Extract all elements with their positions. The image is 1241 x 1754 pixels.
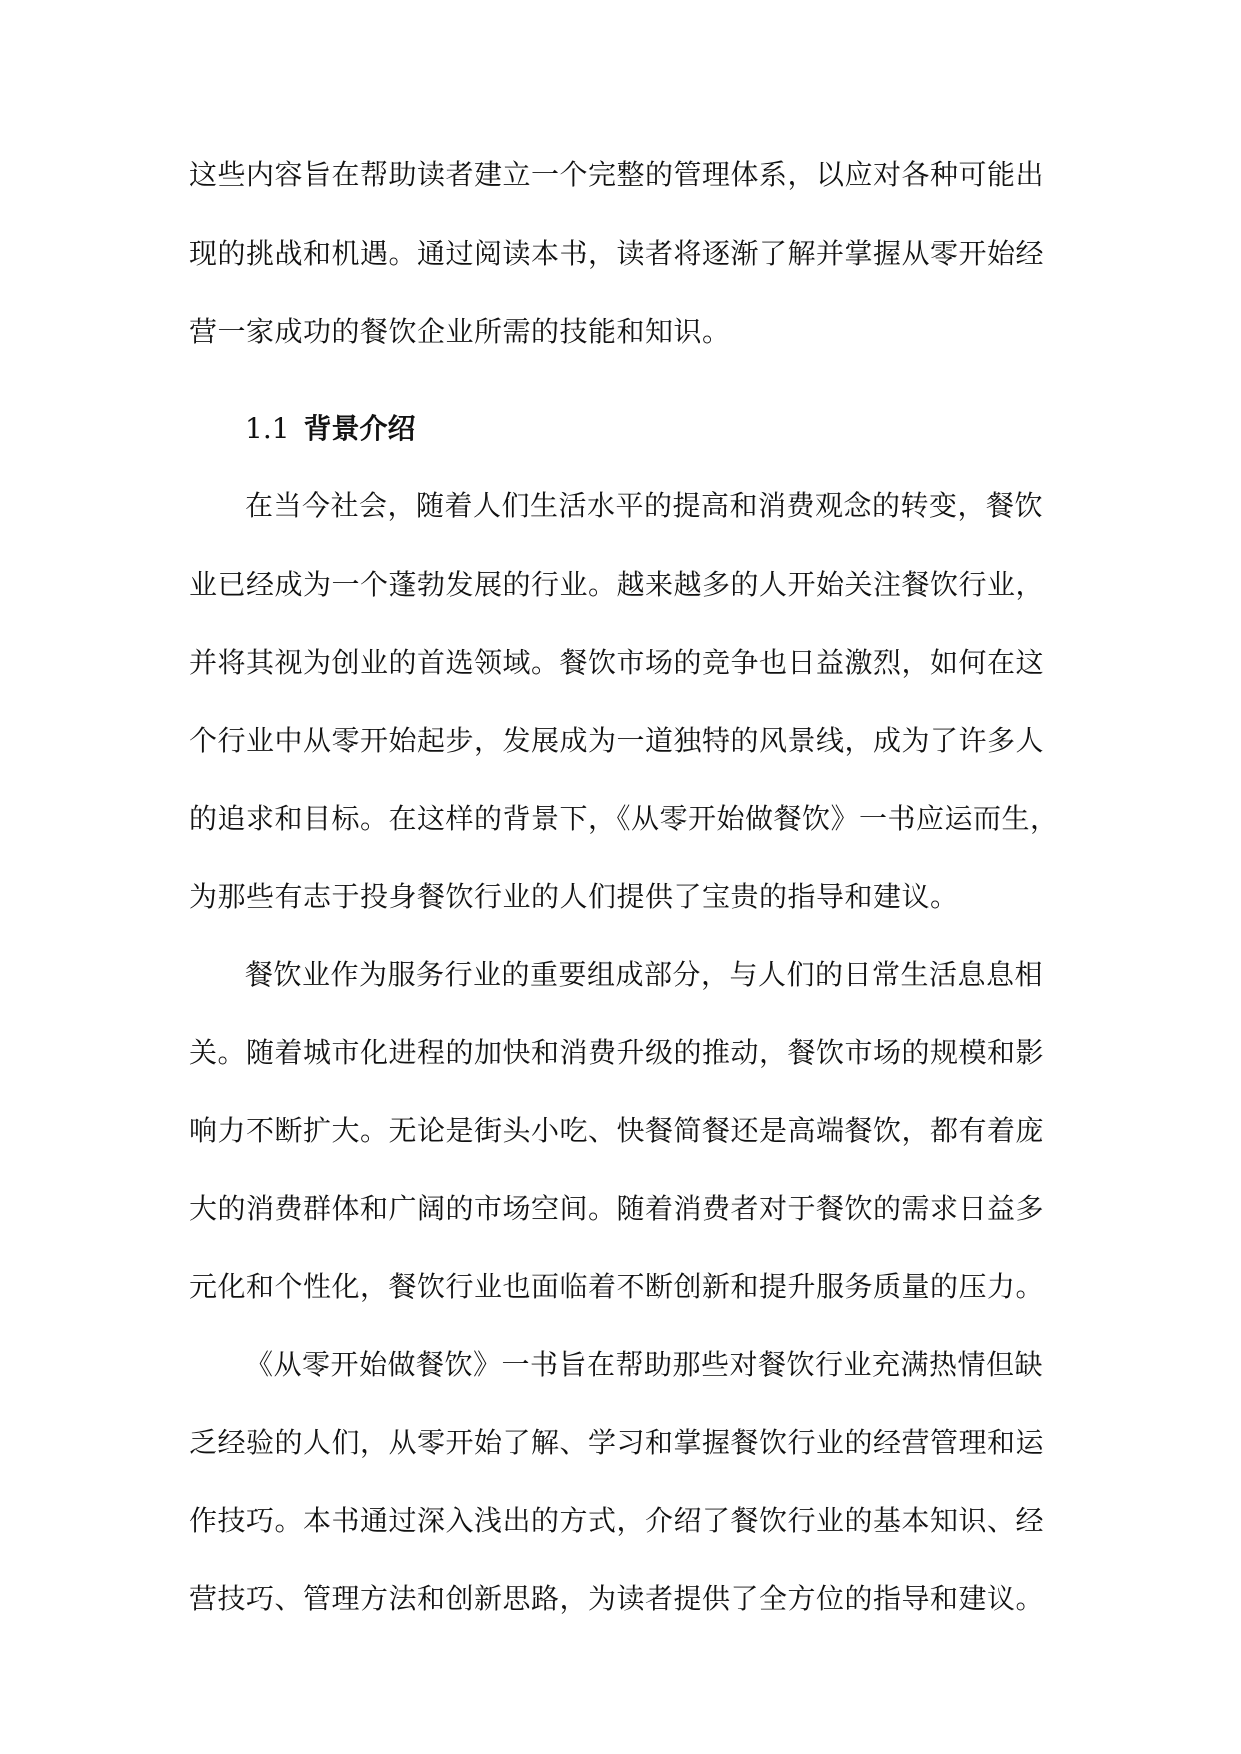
section-title: 背景介绍 — [303, 412, 416, 445]
intro-line: 现的挑战和机遇。通过阅读本书，读者将逐渐了解并掌握从零开始经 — [189, 237, 1045, 270]
paragraph-3-line: 《从零开始做餐饮》一书旨在帮助那些对餐饮行业充满热情但缺 — [245, 1348, 1044, 1381]
paragraph-1-line: 在当今社会，随着人们生活水平的提高和消费观念的转变，餐饮 — [245, 489, 1044, 522]
paragraph-1-line: 并将其视为创业的首选领域。餐饮市场的竞争也日益激烈，如何在这 — [189, 646, 1045, 679]
paragraph-2-line: 关。随着城市化进程的加快和消费升级的推动，餐饮市场的规模和影 — [189, 1036, 1045, 1069]
paragraph-3-line: 乏经验的人们，从零开始了解、学习和掌握餐饮行业的经营管理和运 — [189, 1426, 1045, 1459]
intro-line: 这些内容旨在帮助读者建立一个完整的管理体系，以应对各种可能出 — [189, 158, 1045, 191]
paragraph-1-line: 个行业中从零开始起步，发展成为一道独特的风景线，成为了许多人 — [189, 724, 1045, 757]
paragraph-2-line: 餐饮业作为服务行业的重要组成部分，与人们的日常生活息息相 — [245, 958, 1044, 991]
paragraph-3-line: 作技巧。本书通过深入浅出的方式，介绍了餐饮行业的基本知识、经 — [189, 1504, 1045, 1537]
section-heading — [245, 409, 416, 449]
paragraph-2-line: 大的消费群体和广阔的市场空间。随着消费者对于餐饮的需求日益多 — [189, 1192, 1045, 1225]
paragraph-1-line: 为那些有志于投身餐饮行业的人们提供了宝贵的指导和建议。 — [189, 880, 959, 913]
intro-line: 营一家成功的餐饮企业所需的技能和知识。 — [189, 315, 731, 348]
section-number: 1.1 — [245, 412, 290, 445]
paragraph-3-line: 营技巧、管理方法和创新思路，为读者提供了全方位的指导和建议。 — [189, 1582, 1045, 1615]
paragraph-1-line: 业已经成为一个蓬勃发展的行业。越来越多的人开始关注餐饮行业， — [189, 568, 1045, 601]
paragraph-2-line: 响力不断扩大。无论是街头小吃、快餐简餐还是高端餐饮，都有着庞 — [189, 1114, 1045, 1147]
paragraph-2-line: 元化和个性化，餐饮行业也面临着不断创新和提升服务质量的压力。 — [189, 1270, 1045, 1303]
paragraph-1-line: 的追求和目标。在这样的背景下，《从零开始做餐饮》一书应运而生， — [189, 802, 1059, 835]
